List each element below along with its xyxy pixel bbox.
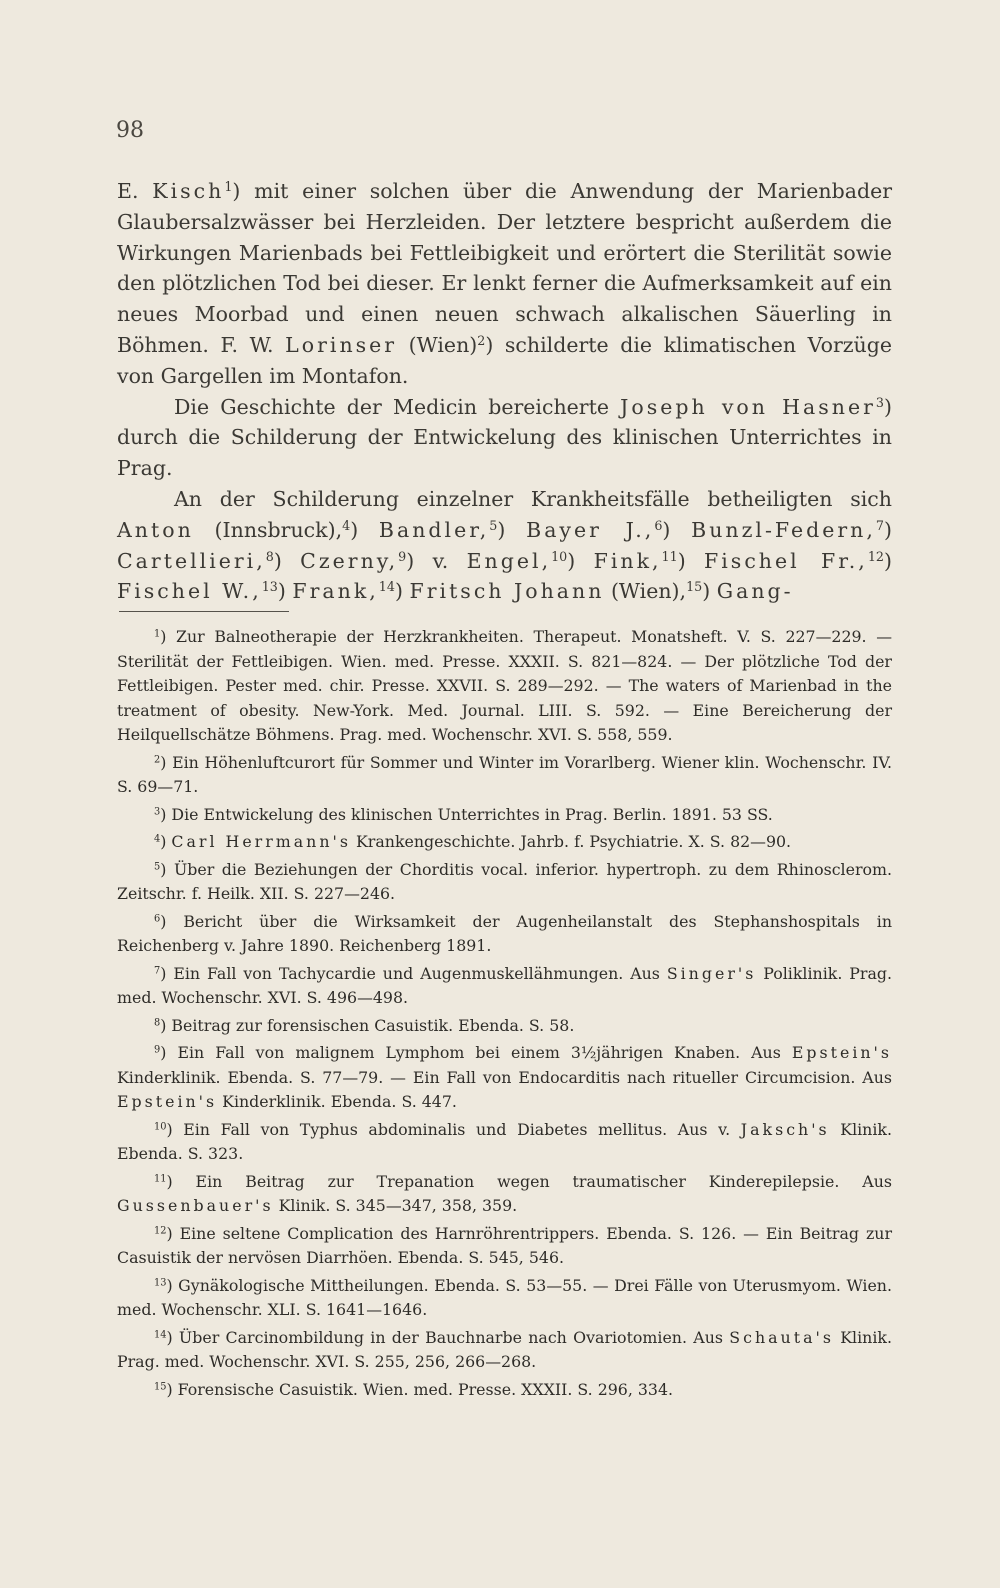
text-run: Zur Balneotherapie der Herzkrankheiten. Therapeut. Monatsheft. V. S. 227—229. — Sterilität der Fettleibigen. Wien. med. Presse. XXXII. S. 821—824. — Der plötzliche Tod der Fettleibigen. Pester med. chir. Presse. XXVII. S. 289—292. — The waters of Marienbad in the treatment of obesity. New-York. Med. Journal. LIII. S. 592. — Eine Bereicherung der Heilquellschätze Böhmens. Prag. med. Wochenschr. XVI. S. 558, 559. (117, 627, 892, 744)
text-run: Ein Fall von malignem Lymphom bei einem 3½jährigen Knaben. Aus (177, 1043, 792, 1062)
footnote (117, 625, 892, 748)
footnote-paren: ) (166, 1275, 179, 1295)
spaced-name: Schauta's (729, 1327, 834, 1347)
spaced-name: Epstein's (791, 1043, 892, 1062)
footnote-number: 5 (154, 861, 161, 873)
text-run: ) (884, 548, 892, 573)
footnote-number: 15 (154, 1381, 167, 1393)
footnote-paren: ) (166, 1327, 179, 1347)
footnote-paren: ) (160, 627, 177, 646)
text-run: ) (394, 579, 410, 604)
footnote-paren: ) (160, 911, 184, 931)
footnote-number: 12 (154, 1225, 167, 1237)
text-run: Klinik. Prag. med. Wochenschr. XVI. S. 255, 256, 266—268. (117, 1327, 892, 1371)
footnote-paren: ) (166, 1171, 196, 1191)
spaced-name: Frank, (292, 579, 379, 604)
text-run: Die Entwickelung des klinischen Unterrichtes in Prag. Berlin. 1891. 53 SS. (171, 804, 773, 824)
spaced-name: Cartellieri, (117, 548, 266, 573)
spaced-name: Gang- (716, 579, 794, 604)
spaced-name: Fink, (593, 548, 662, 573)
footnote-reference: 2 (477, 333, 486, 348)
footnote-number: 9 (154, 1044, 161, 1056)
spaced-name: Gussenbauer's (117, 1196, 274, 1215)
footnote-paren: ) (166, 1223, 180, 1243)
text-run: ) (273, 548, 301, 573)
spaced-name: Lorinser (285, 332, 398, 357)
text-run: Klinik. S. 345—347, 358, 359. (273, 1196, 518, 1215)
paragraph (117, 484, 892, 607)
footnote-reference: 4 (342, 517, 351, 533)
footnote-reference: 5 (489, 517, 498, 533)
text-run: Ein Fall von Typhus abdominalis und Diabetes mellitus. Aus v. (183, 1119, 741, 1139)
footnote (117, 1041, 892, 1115)
spaced-name: Singer's (666, 963, 757, 983)
text-run: Die Geschichte der Medicin bereicherte (174, 394, 621, 419)
footnote-number: 10 (154, 1121, 167, 1133)
footnote-number: 4 (154, 833, 161, 845)
text-run: ) (497, 517, 527, 542)
footnote (117, 962, 892, 1011)
page-number: 98 (116, 118, 144, 143)
text-run: (Innsbruck), (193, 517, 343, 542)
footnote-reference: 6 (654, 517, 663, 533)
footnote (117, 1378, 892, 1403)
text-run: Ein Fall von Tachycardie und Augenmuskellähmungen. Aus (173, 963, 667, 983)
text-run: ) v. (406, 548, 467, 573)
footnote-paren: ) (160, 804, 172, 824)
footnote-reference: 11 (661, 548, 678, 564)
spaced-name: Kisch (152, 179, 225, 203)
footnote-paren: ) (166, 1119, 184, 1139)
footnote-reference: 7 (875, 517, 884, 533)
footnote (117, 803, 892, 828)
footnote (117, 1170, 892, 1219)
footnote-reference: 1 (224, 179, 233, 195)
footnote-paren: ) (166, 1379, 178, 1399)
text-run: Kinderklinik. Ebenda. S. 77—79. — Ein Fall von Endocarditis nach ritueller Circumcision. Aus (117, 1067, 892, 1087)
text-run: Ein Höhenluftcurort für Sommer und Winter im Vorarlberg. Wiener klin. Wochenschr. IV. S. 69—71. (117, 752, 893, 796)
spaced-name: Fritsch Johann (409, 579, 605, 604)
spaced-name: Epstein's (117, 1092, 218, 1111)
footnote-number: 7 (154, 965, 161, 977)
main-text (117, 176, 892, 607)
text-run: An der Schilderung einzelner Krankheitsfälle betheiligten sich (174, 486, 892, 511)
footnote-reference: 9 (398, 548, 407, 564)
spaced-name: Czerny, (300, 548, 399, 573)
text-run: ) (884, 517, 892, 542)
footnotes (117, 625, 892, 1405)
paragraph (117, 176, 892, 392)
spaced-name: Bandler, (378, 517, 490, 542)
footnote-paren: ) (160, 1015, 172, 1035)
text-run: Poliklinik. Prag. med. Wochenschr. XVI. S. 496—498. (117, 963, 893, 1007)
footnote-reference: 14 (378, 579, 395, 595)
footnote-divider (119, 611, 289, 612)
footnote-number: 1 (154, 628, 161, 640)
text-run: Eine seltene Complication des Harnröhrentrippers. Ebenda. S. 126. — Ein Beitrag zur Casuistik der nervösen Diarrhöen. Ebenda. S. 545, 546. (117, 1223, 892, 1267)
footnote-reference: 13 (261, 579, 278, 595)
text-run: ) (567, 548, 594, 573)
footnote-paren: ) (160, 832, 172, 851)
spaced-name: Fischel W., (117, 579, 262, 604)
text-run: ) (277, 579, 293, 604)
text-run: Gynäkologische Mittheilungen. Ebenda. S. 53—55. — Drei Fälle von Uterusmyom. Wien. med. Wochenschr. XLI. S. 1641—1646. (117, 1275, 892, 1319)
text-run: ) schilderte die klimatischen Vorzüge von Gargellen im Montafon. (117, 332, 892, 388)
footnote (117, 1222, 892, 1271)
text-run: (Wien) (397, 332, 478, 357)
footnote (117, 858, 892, 907)
text-run: Klinik. Ebenda. S. 323. (117, 1119, 892, 1163)
footnote-number: 13 (154, 1277, 167, 1289)
footnote (117, 910, 892, 959)
footnote-number: 2 (154, 754, 161, 766)
footnote (117, 751, 892, 800)
footnote-number: 11 (154, 1173, 167, 1185)
text-run: Über Carcinombildung in der Bauchnarbe nach Ovariotomien. Aus (178, 1327, 730, 1347)
footnote-reference: 8 (265, 548, 274, 564)
spaced-name: Anton (117, 517, 194, 542)
spaced-name: Joseph von Hasner (620, 394, 876, 419)
spaced-name: Fischel Fr., (704, 548, 868, 573)
spaced-name: Bunzl-Federn, (691, 517, 876, 542)
footnote-paren: ) (160, 752, 173, 772)
footnote-reference: 15 (686, 579, 703, 595)
text-run: Forensische Casuistik. Wien. med. Presse. XXXII. S. 296, 334. (177, 1379, 674, 1399)
footnote-reference: 12 (867, 548, 884, 564)
text-run: Beitrag zur forensischen Casuistik. Ebenda. S. 58. (171, 1015, 575, 1035)
footnote (117, 1118, 892, 1167)
footnote (117, 1274, 892, 1323)
text-run: (Wien), (604, 579, 687, 604)
text-run: ) (677, 548, 705, 573)
footnote-paren: ) (160, 859, 174, 879)
text-run: Kinderklinik. Ebenda. S. 447. (217, 1092, 457, 1111)
spaced-name: Engel, (466, 548, 552, 573)
text-run: ) (662, 517, 692, 542)
text-run: ) mit einer solchen über die Anwendung der Marienbader Glaubersalzwässer bei Herzleiden. Der letztere bespricht außerdem die Wirkungen Marienbads bei Fettleibigkeit und erörtert die Sterilität sowie den plötzlichen Tod bei dieser. Er lenkt ferner die Aufmerksamkeit auf ein neues Moorbad und einen neuen schwach alkalischen Säuerling in Böhmen. F. W. (117, 179, 892, 357)
spaced-name: Bayer J., (526, 517, 655, 542)
spaced-name: Carl Herrmann's (171, 832, 351, 851)
footnote (117, 1014, 892, 1039)
footnote-reference: 10 (551, 548, 568, 564)
footnote (117, 1326, 892, 1375)
footnote-paren: ) (160, 963, 174, 983)
footnote-paren: ) (160, 1043, 178, 1062)
spaced-name: Jaksch's (740, 1119, 830, 1139)
text-run: E. (117, 179, 153, 203)
footnote-number: 6 (154, 913, 161, 925)
text-run: ) (350, 517, 379, 542)
paragraph (117, 392, 892, 484)
text-run: Krankengeschichte. Jahrb. f. Psychiatrie. X. S. 82—90. (350, 832, 792, 851)
text-run: ) durch die Schilderung der Entwickelung des klinischen Unterrichtes in Prag. (117, 394, 892, 481)
footnote-number: 14 (154, 1329, 167, 1341)
text-run: Bericht über die Wirksamkeit der Augenheilanstalt des Stephanshospitals in Reichenberg v. Jahre 1890. Reichenberg 1891. (117, 911, 892, 955)
text-run: Ein Beitrag zur Trepanation wegen traumatischer Kinderepilepsie. Aus (195, 1171, 892, 1191)
text-run: ) (702, 579, 717, 604)
footnote (117, 830, 892, 855)
text-run: Über die Beziehungen der Chorditis vocal. inferior. hypertroph. zu dem Rhinosclerom. Zeitschr. f. Heilk. XII. S. 227—246. (117, 859, 893, 903)
footnote-reference: 3 (875, 394, 884, 410)
footnote-number: 3 (154, 806, 161, 818)
footnote-number: 8 (154, 1017, 161, 1029)
